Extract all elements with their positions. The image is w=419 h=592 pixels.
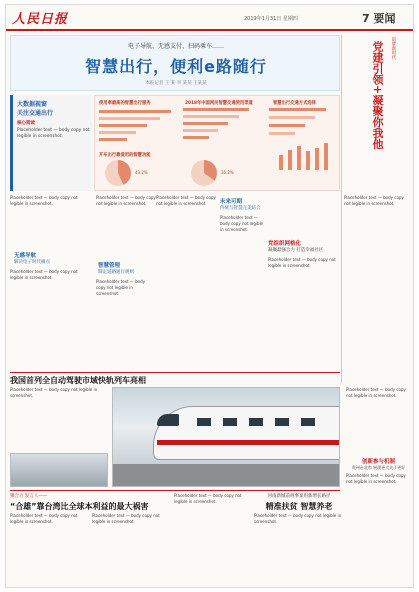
bottom-kicker: 聚合力 发言人—— [10,494,48,499]
pie-chart-1 [105,160,131,186]
article-column-3: Placeholder text — body copy not legible in screenshot. [156,195,216,206]
chart-column [279,155,283,170]
chart-column [306,151,310,170]
section-sub-navigation: 解决电子时代痛点 [14,260,50,265]
pie-chart-2 [191,160,217,186]
chart-bar [269,116,315,119]
chart-bar [269,124,305,127]
train-windshield-shape [157,414,179,426]
mid-subheadline: 凝聚最强合力 打造幸福社区 [268,248,324,253]
article-column-2b: Placeholder text — body copy not legible in screenshot. [96,279,145,296]
train-window-shape [249,418,263,426]
info-box [10,95,92,191]
right-article-text: Placeholder text — body copy not legible in screenshot. [346,387,406,398]
platform-shape [113,464,340,487]
dateline: 2019年1月31日 星期四 [244,16,298,22]
info-label: 核心阅读 [17,121,35,126]
chart-bar [183,115,239,118]
section-title-management: 智慧管理 [98,263,121,269]
chart-bar [99,124,147,127]
innovation-headline[interactable]: 创新参与机制 [361,459,395,465]
chart-bar [99,138,127,141]
chart-column [315,148,319,170]
feature-kicker: 电子导航、无感支付、扫码乘车…… [127,43,224,50]
column-divider [341,35,342,383]
bottom-column-1: Placeholder text — body copy not legible in screenshot. [10,513,78,524]
train-stripe-shape [157,440,340,445]
train-window-shape [197,418,211,426]
chart-column [324,143,328,170]
mid-headline[interactable]: 党组织网格化 [268,241,302,247]
chart-title-4: 开车出行最爱用的智慧功能 [99,153,151,158]
poverty-headline[interactable]: 精准扶贫 智慧养老 [265,502,333,511]
section-title-future: 未来可期 [220,199,243,205]
chart-title-2: 2018年中国网民智慧交通使用渠道 [185,101,253,106]
right-column-headline[interactable]: 党建引领+凝聚你我他 [371,41,384,150]
train-window-shape [275,418,289,426]
info-subtitle: 关注交通出行 [17,110,54,117]
article-column-4: Placeholder text — body copy not legible in screenshot. [220,215,264,232]
section-sub-management: 制定道路通行规则 [98,270,134,275]
section-sub-future: 传统与智慧完美结合 [220,206,261,211]
chart-column [297,146,301,170]
chart-bar [99,117,160,120]
innovation-subheadline: 贵州台北市 展现更大关于更好 [351,465,406,470]
pie-label-2: 35.2% [221,170,234,175]
poverty-kicker: 河南新城前刑事案用新增长路径 [267,494,331,499]
train-window-shape [301,418,315,426]
page-number: 7 要闻 [362,12,396,25]
train-article-text: Placeholder text — body copy not legible in screenshot. [10,387,98,398]
chart-bar [183,129,218,132]
feature-headline[interactable]: 智慧出行，便利e路随行 [85,57,267,76]
train-photo [112,387,340,487]
chart-title-3: 智慧出行交通方式选择 [273,101,316,106]
chart-title-1: 使用率最高的智慧出行服务 [99,101,151,106]
chart-bar [99,110,171,113]
chart-bar [183,136,209,139]
article-column-2: Placeholder text — body copy not legible in screenshot. [96,195,156,206]
bottom-headline[interactable]: “合雄”靠台湾比全球本利益的最大祸害 [10,502,149,511]
feature-byline: 本报记者 王 某 李 某某 王某某 [145,81,207,86]
mid-article-text: Placeholder text — body copy not legible in screenshot. [268,257,336,268]
chart-bar [269,108,326,111]
newspaper-page [5,4,414,588]
train-window-shape [223,418,237,426]
chart-bar [269,132,295,135]
right-column [344,35,411,383]
chart-column [288,150,292,170]
train-body-shape [153,406,340,460]
chart-bar [99,131,136,134]
info-text: Placeholder text — body copy not legible in screenshot. [17,128,90,139]
poverty-article-text: Placeholder text — body copy not legible in screenshot. [254,513,342,524]
right-column-tag: 追梦新时代 [391,37,396,60]
chart-bar [183,108,249,111]
pie-label-1: 43.2% [135,170,148,175]
train-headline[interactable]: 我国首列全自动驾驶市域快轨列车亮相 [10,376,146,385]
section-title-navigation: 无感导航 [14,253,37,259]
article-column-1: Placeholder text — body copy not legible in screenshot. [10,195,78,206]
chart-bar [183,122,228,125]
masthead [6,5,414,31]
article-column-1b: Placeholder text — body copy not legible in screenshot. [10,269,78,280]
innovation-article-text: Placeholder text — body copy not legible in screenshot. [346,473,406,484]
newspaper-logo: 人民日报 [12,12,69,27]
bottom-column-3: Placeholder text — body copy not legible in screenshot. [174,493,242,504]
right-column-text: Placeholder text — body copy not legible in screenshot. [344,195,404,206]
section-rule-bottom [10,490,340,491]
train-interior-photo [10,453,108,487]
infographic-panel [94,95,340,191]
section-rule [10,372,340,373]
info-tag: 大数据视窗 [17,101,48,108]
bottom-column-2: Placeholder text — body copy not legible in screenshot. [92,513,160,524]
feature-banner [10,35,340,91]
